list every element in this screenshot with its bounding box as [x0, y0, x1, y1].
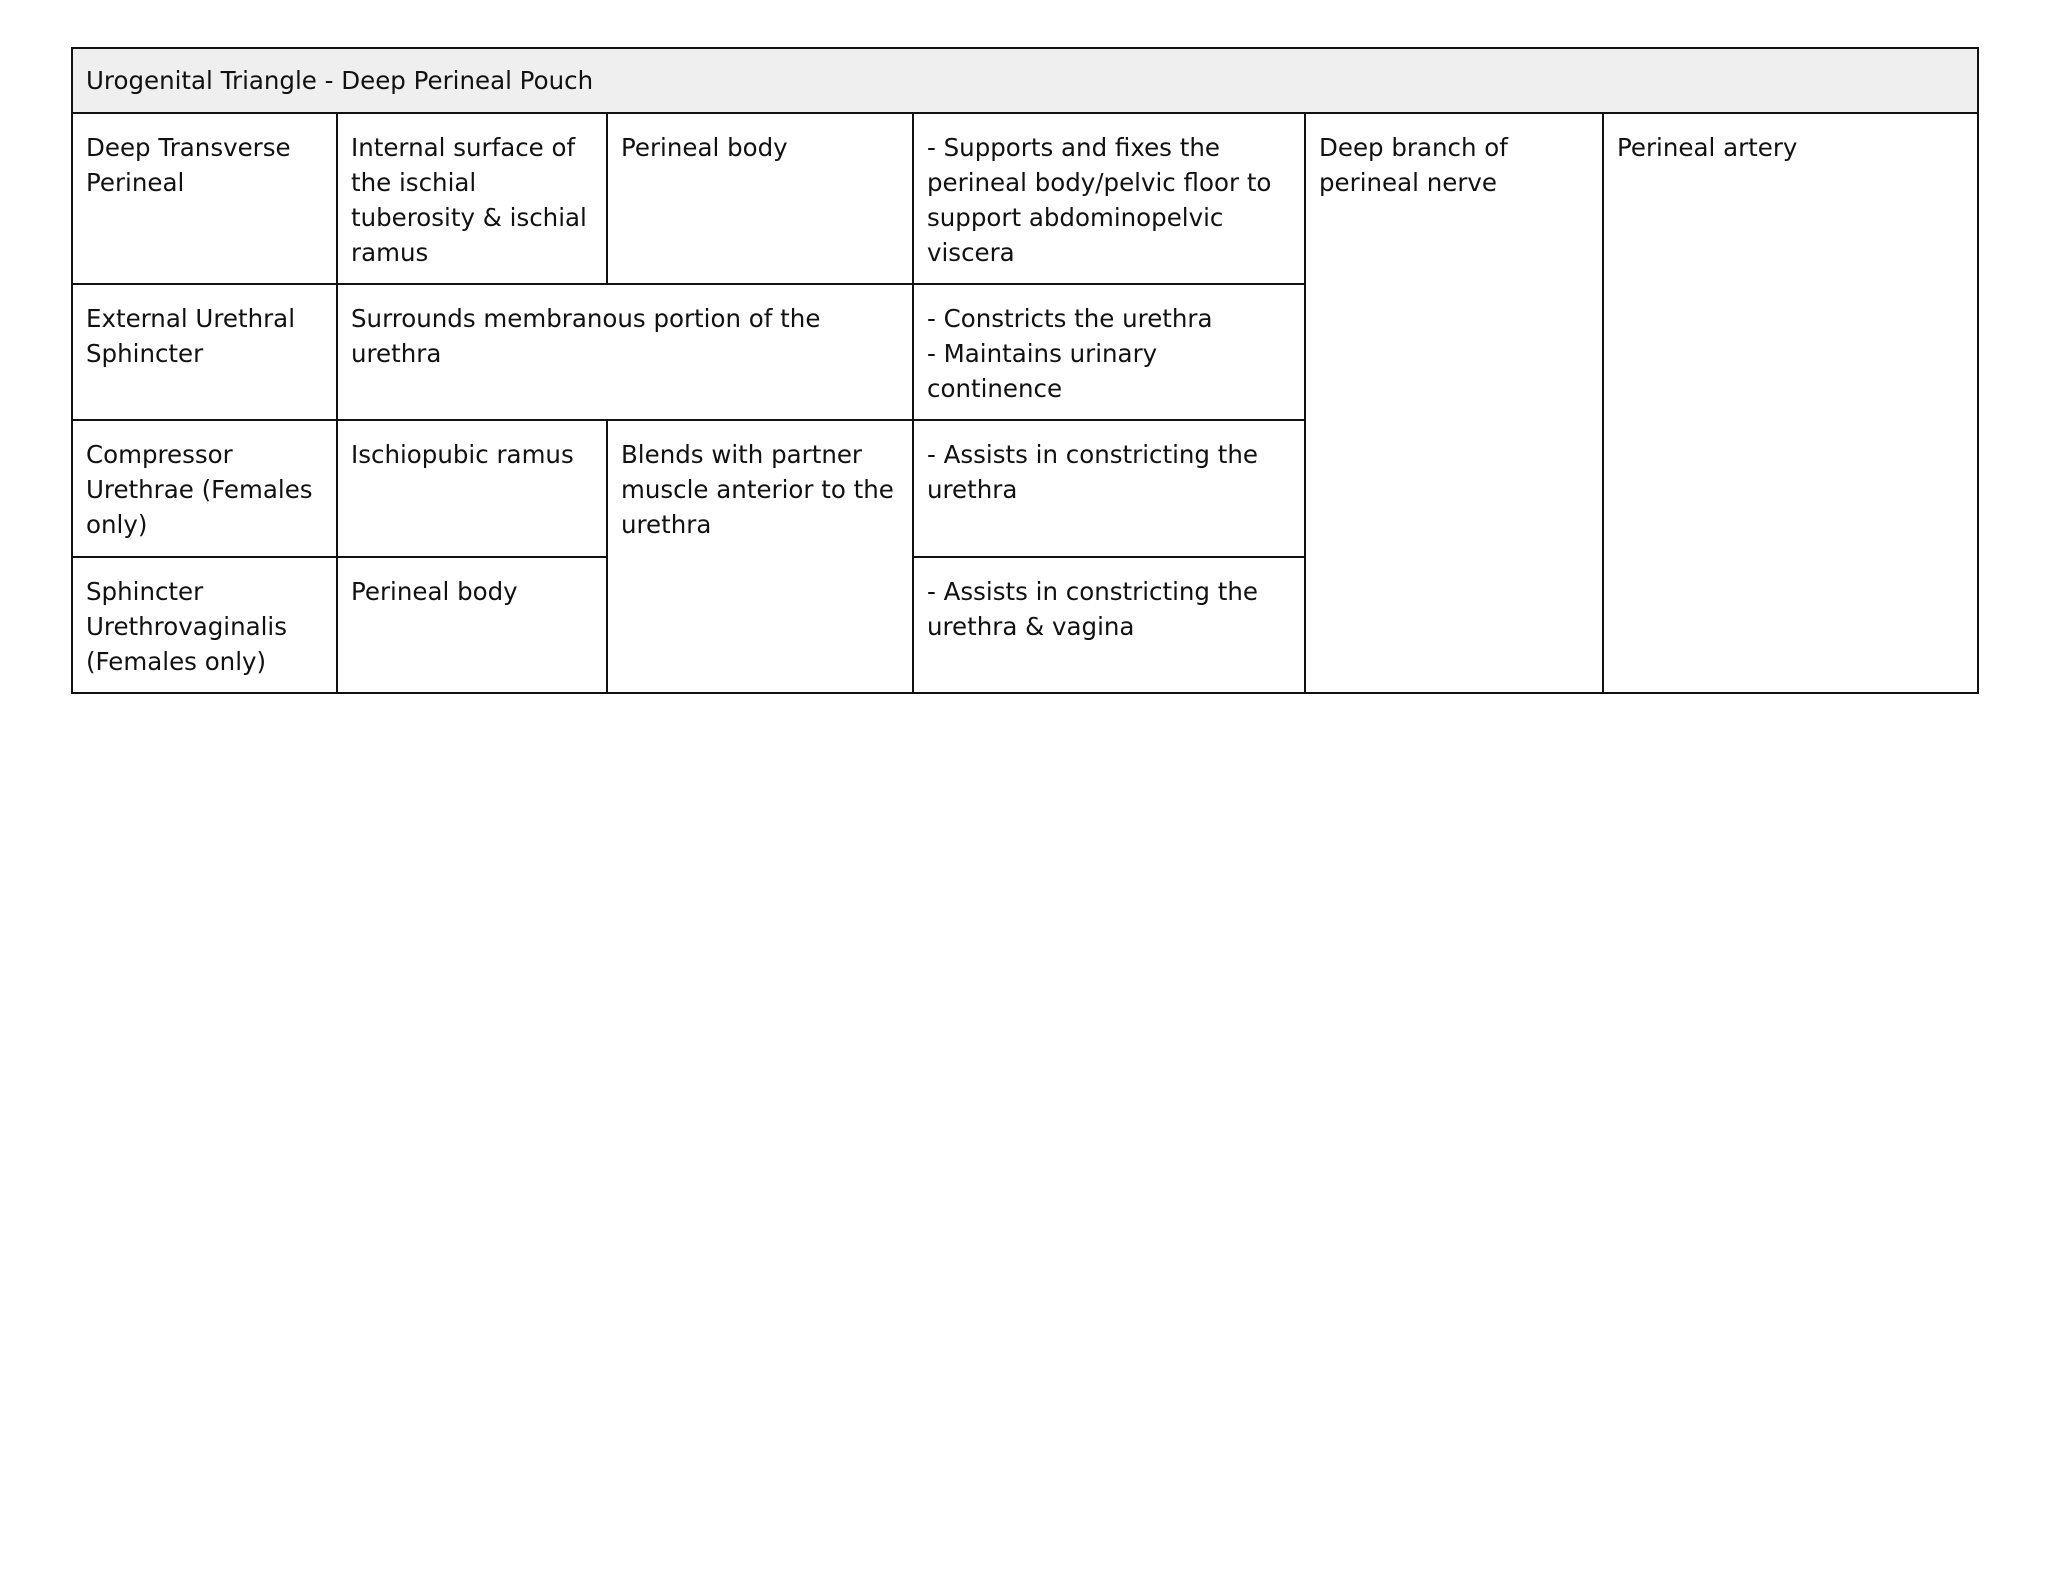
insertion-cell: Perineal body [607, 113, 913, 284]
table-row [72, 113, 1978, 284]
action-line: - Assists in constricting the urethra & vagina [927, 577, 1258, 641]
action-cell [913, 284, 1305, 420]
action-line: - Constricts the urethra [927, 304, 1213, 333]
action-cell [913, 113, 1305, 284]
innervation-cell: Deep branch of perineal nerve [1305, 113, 1603, 693]
action-cell [913, 420, 1305, 557]
insertion-cell: Blends with partner muscle anterior to the urethra [607, 420, 913, 693]
origin-cell: Ischiopubic ramus [337, 420, 607, 557]
blood-supply-cell: Perineal artery [1603, 113, 1978, 693]
action-cell [913, 557, 1305, 693]
action-line: - Supports and fixes the perineal body/pelvic floor to support abdominopelvic viscera [927, 133, 1272, 267]
table-title: Urogenital Triangle - Deep Perineal Pouch [72, 48, 1978, 113]
origin-cell: Internal surface of the ischial tuberosity & ischial ramus [337, 113, 607, 284]
muscle-cell: Sphincter Urethrovaginalis (Females only) [72, 557, 337, 693]
action-line: - Maintains urinary continence [927, 339, 1158, 403]
table-header-row [72, 48, 1978, 113]
muscle-cell: Compressor Urethrae (Females only) [72, 420, 337, 557]
muscle-cell: External Urethral Sphincter [72, 284, 337, 420]
origin-cell: Perineal body [337, 557, 607, 693]
origin-insertion-cell: Surrounds membranous portion of the urethra [337, 284, 913, 420]
action-line: - Assists in constricting the urethra [927, 440, 1258, 504]
deep-perineal-pouch-table [71, 47, 1979, 694]
muscle-cell: Deep Transverse Perineal [72, 113, 337, 284]
